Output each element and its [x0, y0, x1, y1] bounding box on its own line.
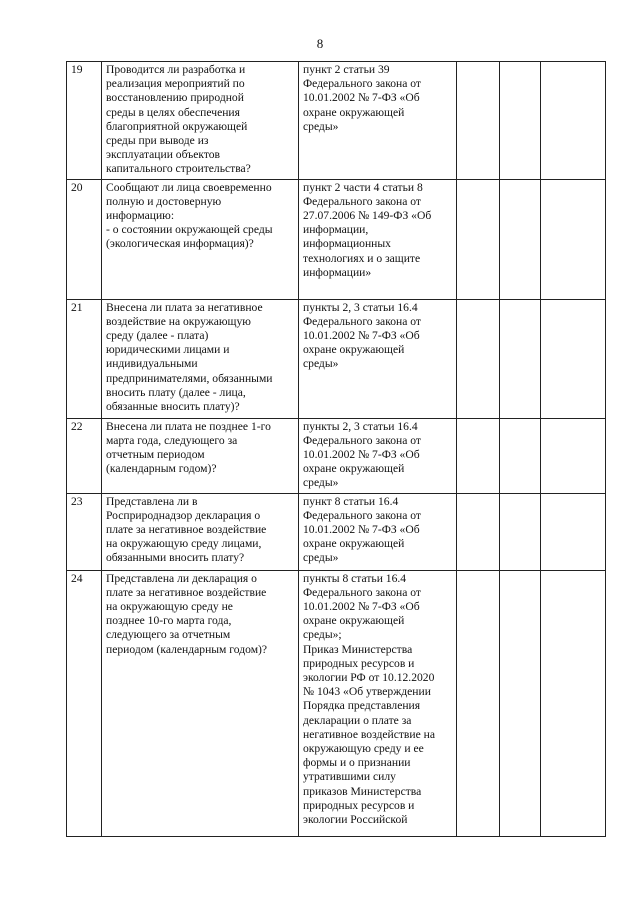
reference-cell: пункты 2, 3 статьи 16.4 Федерального закона от 10.01.2002 № 7-ФЗ «Об охране окружающей среды» [299, 299, 457, 418]
answer-cell-note [541, 299, 606, 418]
answer-cell-note [541, 418, 606, 493]
answer-cell-no [500, 493, 541, 570]
row-number: 21 [67, 299, 102, 418]
reference-cell: пункты 8 статьи 16.4 Федерального закона от 10.01.2002 № 7-ФЗ «Об охране окружающей среды»; Приказ Министерства природных ресурсов и экологии РФ от 10.12.2020 № 1043 «Об утверждении Порядка представления декларации о плате за негативное воздействие на окружающую среду и ее формы и о признании утратившими силу приказов Министерства природных ресурсов и экологии Российской [299, 570, 457, 836]
answer-cell-note [541, 493, 606, 570]
question-cell: Внесена ли плата за негативное воздействие на окружающую среду (далее - плата) юридическими лицами и индивидуальными предпринимателями, обязанными вносить плату (далее - лица, обязанные вносить плату)? [102, 299, 299, 418]
answer-cell-note [541, 62, 606, 180]
row-number: 22 [67, 418, 102, 493]
table-row [67, 570, 606, 836]
question-cell: Представлена ли в Росприроднадзор декларация о плате за негативное воздействие на окружающую среду лицами, обязанными вносить плату? [102, 493, 299, 570]
answer-cell-yes [457, 62, 500, 180]
table-row [67, 179, 606, 299]
answer-cell-note [541, 179, 606, 299]
answer-cell-yes [457, 179, 500, 299]
answer-cell-no [500, 299, 541, 418]
table-row [67, 418, 606, 493]
answer-cell-note [541, 570, 606, 836]
table-row [67, 62, 606, 180]
row-number: 24 [67, 570, 102, 836]
table-row [67, 299, 606, 418]
question-cell: Проводится ли разработка и реализация мероприятий по восстановлению природной среды в целях обеспечения благоприятной окружающей среды при выводе из эксплуатации объектов капитального строительства? [102, 62, 299, 180]
answer-cell-yes [457, 418, 500, 493]
answer-cell-yes [457, 493, 500, 570]
reference-cell: пункт 8 статьи 16.4 Федерального закона от 10.01.2002 № 7-ФЗ «Об охране окружающей среды» [299, 493, 457, 570]
page-number: 8 [316, 36, 324, 51]
question-cell: Сообщают ли лица своевременно полную и достоверную информацию: - о состоянии окружающей среды (экологическая информация)? [102, 179, 299, 299]
row-number: 19 [67, 62, 102, 180]
answer-cell-yes [457, 299, 500, 418]
row-number: 20 [67, 179, 102, 299]
answer-cell-no [500, 418, 541, 493]
answer-cell-no [500, 62, 541, 180]
answer-cell-yes [457, 570, 500, 836]
reference-cell: пункт 2 части 4 статьи 8 Федерального закона от 27.07.2006 № 149-ФЗ «Об информации, информационных технологиях и о защите информации» [299, 179, 457, 299]
answer-cell-no [500, 570, 541, 836]
answer-cell-no [500, 179, 541, 299]
question-cell: Внесена ли плата не позднее 1-го марта года, следующего за отчетным периодом (календарным годом)? [102, 418, 299, 493]
row-number: 23 [67, 493, 102, 570]
reference-cell: пункт 2 статьи 39 Федерального закона от 10.01.2002 № 7-ФЗ «Об охране окружающей среды» [299, 62, 457, 180]
question-cell: Представлена ли декларация о плате за негативное воздействие на окружающую среду не позднее 10-го марта года, следующего за отчетным периодом (календарным годом)? [102, 570, 299, 836]
checklist-table [66, 61, 606, 837]
reference-cell: пункты 2, 3 статьи 16.4 Федерального закона от 10.01.2002 № 7-ФЗ «Об охране окружающей среды» [299, 418, 457, 493]
table-row [67, 493, 606, 570]
